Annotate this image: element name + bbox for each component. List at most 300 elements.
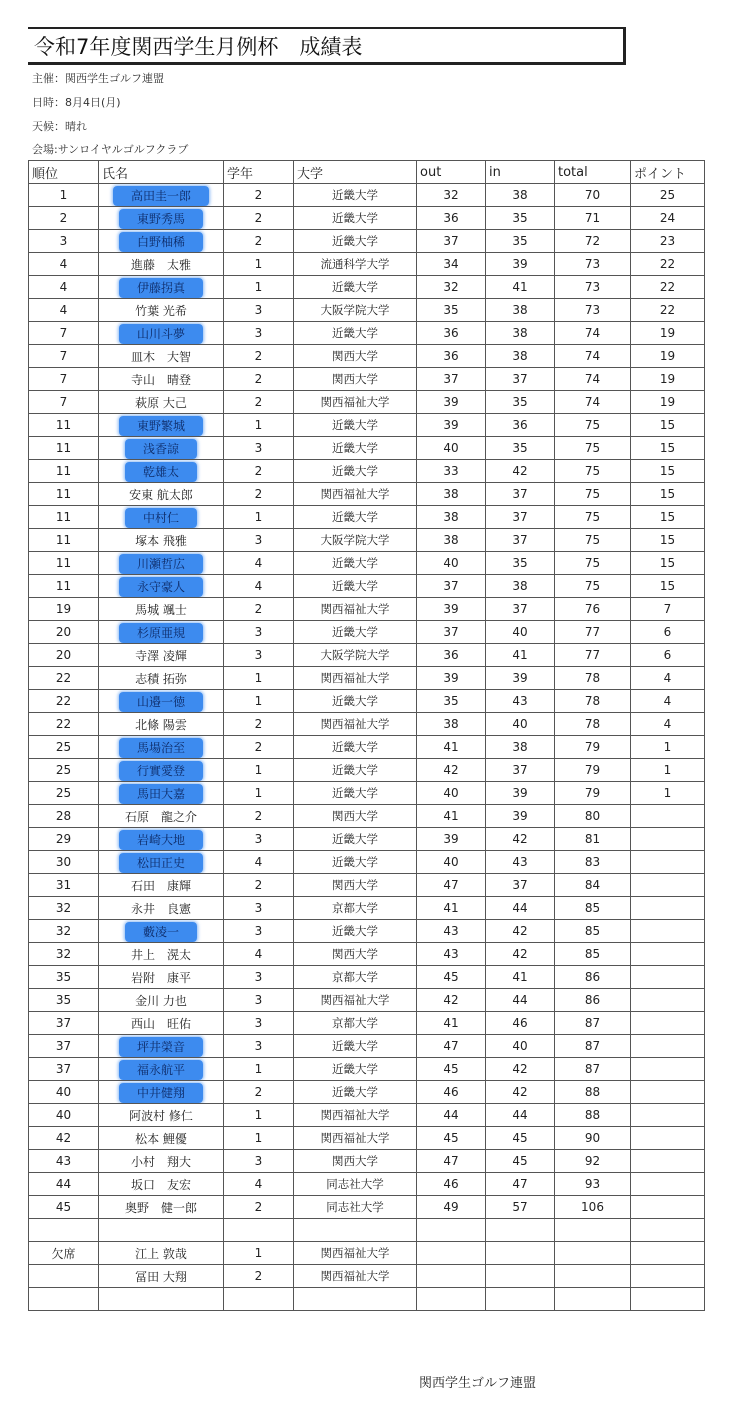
cell-grade: 3 [224, 897, 294, 920]
cell-rank: 7 [29, 345, 99, 368]
highlighted-name: 山邉一徳 [119, 692, 203, 712]
cell-rank: 2 [29, 207, 99, 230]
cell-grade: 1 [224, 782, 294, 805]
table-row [29, 1265, 705, 1288]
cell-points [631, 943, 705, 966]
cell-points: 1 [631, 782, 705, 805]
organizer-line: 主催：関西学生ゴルフ連盟 [32, 72, 164, 85]
cell-grade: 3 [224, 1150, 294, 1173]
cell-univ: 大阪学院大学 [294, 529, 417, 552]
cell-in: 38 [486, 345, 555, 368]
table-row [29, 920, 705, 943]
cell-out: 43 [417, 920, 486, 943]
cell-univ [294, 1288, 417, 1311]
cell-name [99, 989, 224, 1012]
cell-points: 15 [631, 552, 705, 575]
cell-grade: 1 [224, 690, 294, 713]
cell-grade: 2 [224, 874, 294, 897]
cell-univ: 近畿大学 [294, 414, 417, 437]
cell-in: 42 [486, 920, 555, 943]
cell-total: 85 [555, 897, 631, 920]
cell-out: 49 [417, 1196, 486, 1219]
player-name: 金川 力也 [135, 993, 187, 1008]
table-row [29, 506, 705, 529]
cell-grade: 1 [224, 276, 294, 299]
cell-total: 80 [555, 805, 631, 828]
table-row [29, 1242, 705, 1265]
cell-points: 6 [631, 644, 705, 667]
cell-total: 79 [555, 782, 631, 805]
cell-univ: 近畿大学 [294, 1058, 417, 1081]
cell-name [99, 1150, 224, 1173]
cell-grade: 1 [224, 506, 294, 529]
cell-grade: 2 [224, 184, 294, 207]
cell-out: 37 [417, 621, 486, 644]
player-name: 冨田 大翔 [135, 1269, 187, 1284]
cell-in: 38 [486, 184, 555, 207]
footer-organizer: 関西学生ゴルフ連盟 [419, 1376, 537, 1391]
cell-univ: 関西大学 [294, 345, 417, 368]
cell-in: 35 [486, 437, 555, 460]
cell-points [631, 1081, 705, 1104]
cell-univ: 大阪学院大学 [294, 299, 417, 322]
cell-points: 4 [631, 713, 705, 736]
cell-total: 72 [555, 230, 631, 253]
table-row [29, 552, 705, 575]
table-row [29, 989, 705, 1012]
player-name: 馬城 颯士 [135, 602, 187, 617]
cell-name [99, 506, 224, 529]
cell-grade: 2 [224, 345, 294, 368]
table-row [29, 805, 705, 828]
cell-out: 32 [417, 276, 486, 299]
table-row [29, 598, 705, 621]
highlighted-name: 松田正史 [119, 853, 203, 873]
cell-out: 47 [417, 1150, 486, 1173]
cell-rank: 22 [29, 690, 99, 713]
cell-univ: 関西福祉大学 [294, 989, 417, 1012]
cell-rank: 20 [29, 621, 99, 644]
cell-univ: 近畿大学 [294, 575, 417, 598]
cell-univ: 近畿大学 [294, 437, 417, 460]
highlighted-name: 伊藤拐真 [119, 278, 203, 298]
cell-name [99, 943, 224, 966]
player-name: 松本 鯉優 [135, 1131, 187, 1146]
cell-grade: 2 [224, 805, 294, 828]
cell-name [99, 1012, 224, 1035]
table-row [29, 690, 705, 713]
cell-in: 37 [486, 483, 555, 506]
date-line: 日時：8月4日(月) [32, 96, 121, 109]
cell-univ: 関西福祉大学 [294, 713, 417, 736]
cell-univ: 近畿大学 [294, 828, 417, 851]
cell-total: 76 [555, 598, 631, 621]
player-name: 寺澤 凌輝 [135, 648, 187, 663]
cell-rank: 32 [29, 920, 99, 943]
cell-rank: 30 [29, 851, 99, 874]
cell-total: 87 [555, 1035, 631, 1058]
cell-out: 39 [417, 667, 486, 690]
cell-points: 19 [631, 345, 705, 368]
cell-points: 15 [631, 437, 705, 460]
table-row [29, 851, 705, 874]
cell-grade: 2 [224, 1081, 294, 1104]
cell-name [99, 552, 224, 575]
cell-points: 15 [631, 506, 705, 529]
cell-grade: 3 [224, 966, 294, 989]
cell-rank: 欠席 [29, 1242, 99, 1265]
cell-rank [29, 1219, 99, 1242]
table-row [29, 391, 705, 414]
cell-total: 77 [555, 621, 631, 644]
cell-name [99, 713, 224, 736]
cell-rank: 20 [29, 644, 99, 667]
cell-points [631, 1265, 705, 1288]
player-name: 井上 滉太 [130, 947, 191, 962]
highlighted-name: 乾雄太 [125, 462, 197, 482]
player-name: 阿波村 修仁 [129, 1108, 193, 1123]
cell-in: 41 [486, 276, 555, 299]
cell-total: 78 [555, 690, 631, 713]
cell-name [99, 644, 224, 667]
cell-in: 41 [486, 966, 555, 989]
cell-total: 85 [555, 943, 631, 966]
cell-total: 74 [555, 391, 631, 414]
table-row [29, 575, 705, 598]
cell-out: 46 [417, 1173, 486, 1196]
cell-in: 40 [486, 713, 555, 736]
cell-name [99, 1104, 224, 1127]
cell-out: 46 [417, 1081, 486, 1104]
cell-name [99, 1196, 224, 1219]
cell-rank: 7 [29, 391, 99, 414]
cell-points: 15 [631, 529, 705, 552]
cell-total: 75 [555, 552, 631, 575]
cell-points: 25 [631, 184, 705, 207]
cell-out: 33 [417, 460, 486, 483]
highlighted-name: 永守豪人 [119, 577, 203, 597]
cell-univ: 近畿大学 [294, 851, 417, 874]
cell-grade: 4 [224, 943, 294, 966]
cell-rank: 25 [29, 782, 99, 805]
cell-in: 47 [486, 1173, 555, 1196]
table-row [29, 253, 705, 276]
cell-rank: 1 [29, 184, 99, 207]
player-name: 志積 拓弥 [135, 671, 187, 686]
cell-total: 77 [555, 644, 631, 667]
cell-out: 45 [417, 1058, 486, 1081]
cell-univ: 関西福祉大学 [294, 1127, 417, 1150]
table-row [29, 667, 705, 690]
highlighted-name: 行實愛登 [119, 761, 203, 781]
cell-grade: 2 [224, 460, 294, 483]
cell-rank [29, 1265, 99, 1288]
cell-points [631, 966, 705, 989]
cell-points [631, 1242, 705, 1265]
cell-grade: 2 [224, 1265, 294, 1288]
cell-univ: 近畿大学 [294, 207, 417, 230]
cell-total: 73 [555, 253, 631, 276]
cell-univ: 近畿大学 [294, 782, 417, 805]
cell-total: 87 [555, 1012, 631, 1035]
cell-univ: 関西福祉大学 [294, 598, 417, 621]
cell-out [417, 1242, 486, 1265]
cell-out: 38 [417, 483, 486, 506]
cell-univ: 近畿大学 [294, 230, 417, 253]
player-name: 皿木 大智 [130, 349, 191, 364]
cell-univ: 同志社大学 [294, 1173, 417, 1196]
header-in: in [486, 161, 555, 184]
highlighted-name: 坪井榮音 [119, 1037, 203, 1057]
cell-name [99, 345, 224, 368]
cell-out: 45 [417, 1127, 486, 1150]
header-rank: 順位 [29, 161, 99, 184]
cell-rank: 37 [29, 1058, 99, 1081]
cell-out: 41 [417, 897, 486, 920]
cell-out: 41 [417, 1012, 486, 1035]
cell-total: 93 [555, 1173, 631, 1196]
table-row [29, 874, 705, 897]
cell-name [99, 805, 224, 828]
cell-in [486, 1219, 555, 1242]
cell-name [99, 1219, 224, 1242]
table-row [29, 368, 705, 391]
cell-out: 36 [417, 207, 486, 230]
cell-points: 15 [631, 460, 705, 483]
table-row [29, 345, 705, 368]
cell-univ: 関西大学 [294, 805, 417, 828]
cell-rank: 40 [29, 1104, 99, 1127]
table-row [29, 782, 705, 805]
cell-in [486, 1242, 555, 1265]
cell-name [99, 874, 224, 897]
cell-univ [294, 1219, 417, 1242]
cell-univ: 関西福祉大学 [294, 667, 417, 690]
cell-in: 43 [486, 851, 555, 874]
cell-total [555, 1242, 631, 1265]
cell-univ: 近畿大学 [294, 920, 417, 943]
cell-rank: 11 [29, 460, 99, 483]
table-row [29, 1288, 705, 1311]
cell-out: 39 [417, 391, 486, 414]
cell-points: 15 [631, 414, 705, 437]
cell-points [631, 1219, 705, 1242]
cell-out: 42 [417, 989, 486, 1012]
table-row [29, 759, 705, 782]
highlighted-name: 山川斗夢 [119, 324, 203, 344]
cell-rank: 11 [29, 552, 99, 575]
cell-out [417, 1288, 486, 1311]
cell-in: 37 [486, 506, 555, 529]
cell-total: 75 [555, 575, 631, 598]
highlighted-name: 高田圭一郎 [113, 186, 209, 206]
cell-out: 39 [417, 414, 486, 437]
cell-rank: 11 [29, 437, 99, 460]
cell-in: 37 [486, 529, 555, 552]
table-row [29, 897, 705, 920]
cell-name [99, 621, 224, 644]
cell-total: 75 [555, 414, 631, 437]
cell-total: 75 [555, 529, 631, 552]
cell-univ: 関西福祉大学 [294, 1265, 417, 1288]
cell-in: 36 [486, 414, 555, 437]
cell-rank: 11 [29, 414, 99, 437]
cell-in: 44 [486, 897, 555, 920]
cell-out: 34 [417, 253, 486, 276]
cell-out: 40 [417, 552, 486, 575]
highlighted-name: 東野秀馬 [119, 209, 203, 229]
player-name: 安東 航太郎 [129, 487, 193, 502]
cell-in: 35 [486, 391, 555, 414]
table-row [29, 736, 705, 759]
cell-grade: 2 [224, 713, 294, 736]
player-name: 石原 龍之介 [124, 809, 197, 824]
cell-univ: 近畿大学 [294, 736, 417, 759]
cell-points [631, 874, 705, 897]
cell-out: 44 [417, 1104, 486, 1127]
venue-line: 会場:サンロイヤルゴルフクラブ [32, 143, 189, 156]
cell-grade: 3 [224, 828, 294, 851]
cell-rank: 35 [29, 966, 99, 989]
player-name: 進藤 太雅 [130, 257, 191, 272]
cell-out: 42 [417, 759, 486, 782]
cell-total: 88 [555, 1104, 631, 1127]
cell-points: 15 [631, 575, 705, 598]
cell-in: 40 [486, 621, 555, 644]
cell-points [631, 1104, 705, 1127]
cell-grade: 2 [224, 368, 294, 391]
cell-in: 38 [486, 322, 555, 345]
header-university: 大学 [294, 161, 417, 184]
cell-points [631, 1196, 705, 1219]
cell-grade: 1 [224, 414, 294, 437]
cell-points [631, 920, 705, 943]
cell-points: 24 [631, 207, 705, 230]
cell-in: 39 [486, 253, 555, 276]
cell-name [99, 184, 224, 207]
cell-rank: 35 [29, 989, 99, 1012]
cell-name [99, 414, 224, 437]
cell-out: 36 [417, 644, 486, 667]
cell-name [99, 575, 224, 598]
cell-total: 75 [555, 506, 631, 529]
cell-univ: 関西大学 [294, 368, 417, 391]
header-name: 氏名 [99, 161, 224, 184]
cell-rank: 32 [29, 897, 99, 920]
cell-name [99, 322, 224, 345]
cell-rank: 22 [29, 667, 99, 690]
highlighted-name: 藪凌一 [125, 922, 197, 942]
table-row [29, 460, 705, 483]
cell-rank: 25 [29, 736, 99, 759]
cell-grade [224, 1288, 294, 1311]
cell-out: 43 [417, 943, 486, 966]
cell-univ: 近畿大学 [294, 759, 417, 782]
cell-grade: 1 [224, 253, 294, 276]
table-row [29, 276, 705, 299]
table-row [29, 1173, 705, 1196]
table-row [29, 1081, 705, 1104]
cell-out: 39 [417, 828, 486, 851]
highlighted-name: 馬場治至 [119, 738, 203, 758]
cell-out: 40 [417, 851, 486, 874]
table-row [29, 529, 705, 552]
cell-out: 38 [417, 529, 486, 552]
header-row [29, 161, 705, 184]
cell-in: 43 [486, 690, 555, 713]
cell-grade: 1 [224, 1127, 294, 1150]
table-row [29, 437, 705, 460]
cell-points: 23 [631, 230, 705, 253]
table-row [29, 230, 705, 253]
player-name [153, 1289, 169, 1309]
cell-name [99, 828, 224, 851]
cell-points [631, 1173, 705, 1196]
cell-points [631, 851, 705, 874]
cell-univ: 関西福祉大学 [294, 1242, 417, 1265]
player-name [153, 1220, 169, 1240]
cell-points: 19 [631, 322, 705, 345]
header-grade: 学年 [224, 161, 294, 184]
cell-name [99, 782, 224, 805]
cell-total [555, 1219, 631, 1242]
cell-grade: 4 [224, 1173, 294, 1196]
cell-grade: 3 [224, 920, 294, 943]
table-row [29, 943, 705, 966]
player-name: 永井 良憲 [130, 901, 191, 916]
player-name: 坂口 友宏 [130, 1177, 191, 1192]
cell-total: 79 [555, 736, 631, 759]
cell-in: 38 [486, 299, 555, 322]
cell-univ: 大阪学院大学 [294, 644, 417, 667]
cell-out: 41 [417, 736, 486, 759]
cell-total: 81 [555, 828, 631, 851]
cell-grade: 3 [224, 621, 294, 644]
cell-grade: 1 [224, 1058, 294, 1081]
cell-total: 75 [555, 483, 631, 506]
cell-name [99, 1288, 224, 1311]
cell-rank: 29 [29, 828, 99, 851]
cell-univ: 近畿大学 [294, 1035, 417, 1058]
cell-out: 32 [417, 184, 486, 207]
cell-points [631, 1150, 705, 1173]
cell-points [631, 1288, 705, 1311]
cell-name [99, 230, 224, 253]
table-row [29, 207, 705, 230]
highlighted-name: 東野繁城 [119, 416, 203, 436]
cell-rank: 11 [29, 529, 99, 552]
cell-name [99, 483, 224, 506]
cell-total: 78 [555, 713, 631, 736]
cell-total: 88 [555, 1081, 631, 1104]
cell-total: 83 [555, 851, 631, 874]
highlighted-name: 浅香諒 [125, 439, 197, 459]
cell-univ: 近畿大学 [294, 506, 417, 529]
cell-name [99, 966, 224, 989]
cell-name [99, 529, 224, 552]
cell-univ: 同志社大学 [294, 1196, 417, 1219]
cell-univ: 京都大学 [294, 966, 417, 989]
cell-out: 37 [417, 368, 486, 391]
table-row [29, 1150, 705, 1173]
cell-grade: 4 [224, 552, 294, 575]
cell-grade [224, 1219, 294, 1242]
cell-grade: 4 [224, 575, 294, 598]
table-row [29, 1127, 705, 1150]
cell-out: 39 [417, 598, 486, 621]
cell-out: 38 [417, 713, 486, 736]
cell-univ: 近畿大学 [294, 1081, 417, 1104]
